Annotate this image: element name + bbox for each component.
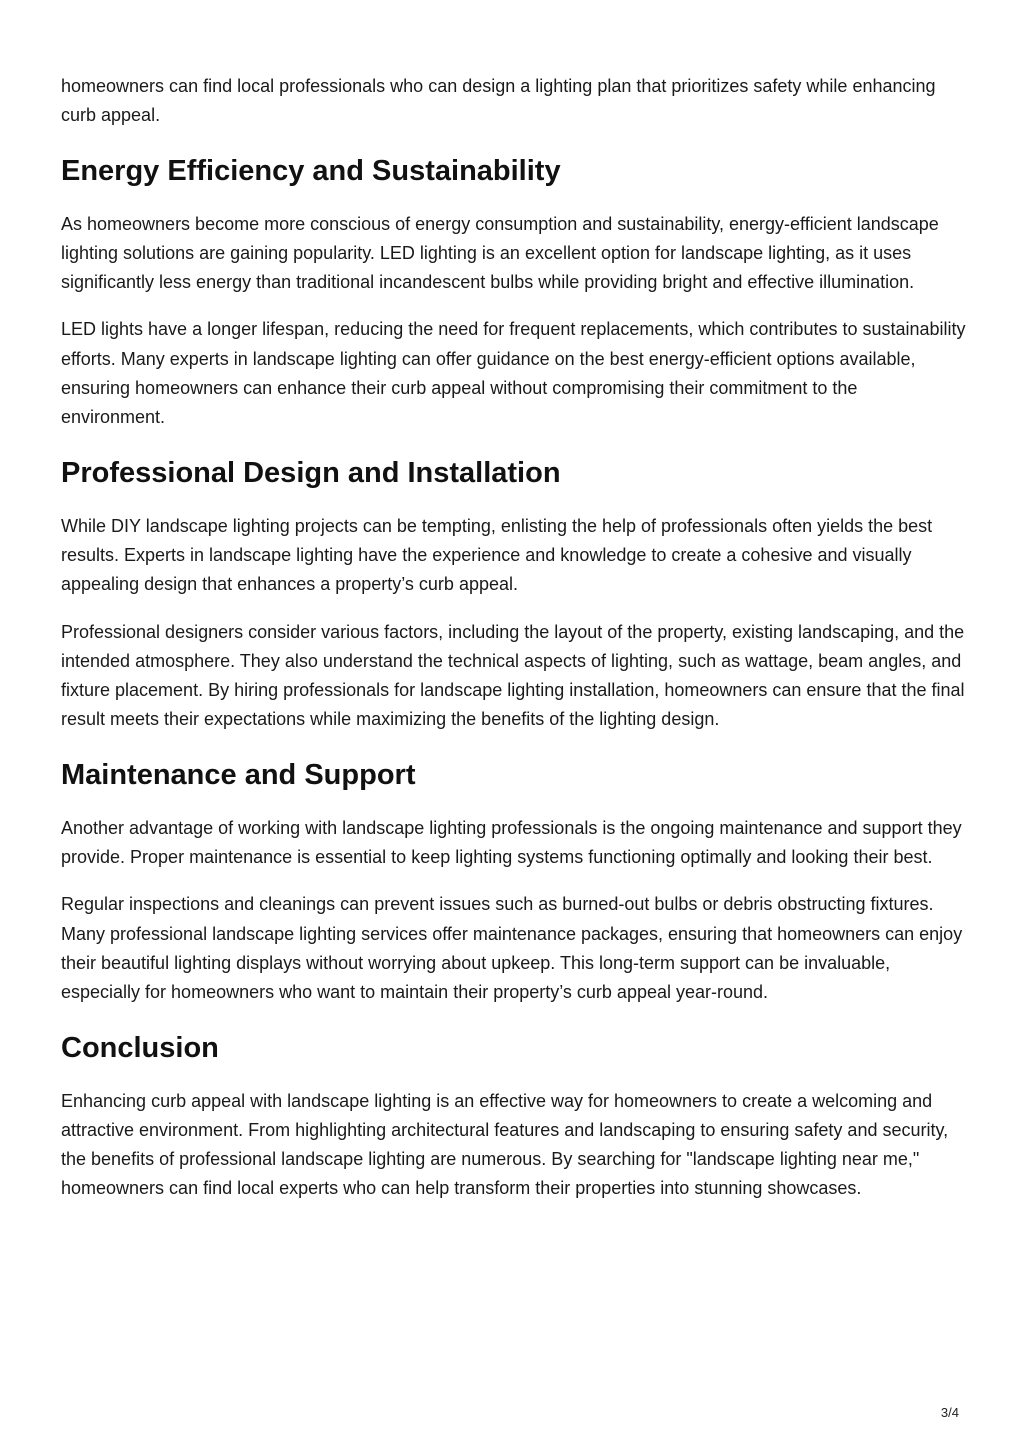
page-number: 3/4 bbox=[940, 1405, 959, 1420]
paragraph-conclusion-1: Enhancing curb appeal with landscape lighting is an effective way for homeowners to create a welcoming and attractive environment. From highlighting architectural features and landscaping to ensuring safety and security, the benefits of professional landscape lighting are numerous. By searching for "landscape lighting near me," homeowners can find local experts who can help transform their properties into stunning showcases. bbox=[61, 1090, 949, 1199]
heading-maintenance-support: Maintenance and Support bbox=[61, 758, 416, 791]
heading-energy-efficiency: Energy Efficiency and Sustainability bbox=[61, 154, 561, 187]
paragraph-maintenance-2: Regular inspections and cleanings can prevent issues such as burned-out bulbs or debris obstructing fixtures. Many professional landscape lighting services offer maintenance packages, ensuring that homeowners can enjoy their beautiful lighting displays without worrying about upkeep. This long-term support can be invaluable, especially for homeowners who want to maintain their property’s curb appeal year-round. bbox=[61, 894, 963, 1003]
paragraph-design-1: While DIY landscape lighting projects can be tempting, enlisting the help of professionals often yields the best results. Experts in landscape lighting have the experience and knowledge to create a cohesive and visually appealing design that enhances a property’s curb appeal. bbox=[61, 515, 933, 595]
paragraph-energy-1: As homeowners become more conscious of energy consumption and sustainability, energy-efficient landscape lighting solutions are gaining popularity. LED lighting is an excellent option for landscape lighting, as it uses significantly less energy than traditional incandescent bulbs while providing bright and effective illumination. bbox=[61, 213, 939, 293]
heading-professional-design: Professional Design and Installation bbox=[61, 456, 561, 489]
paragraph-design-2: Professional designers consider various factors, including the layout of the property, existing landscaping, and the intended atmosphere. They also understand the technical aspects of lighting, such as wattage, beam angles, and fixture placement. By hiring professionals for landscape lighting installation, homeowners can ensure that the final result meets their expectations while maximizing the benefits of the lighting design. bbox=[61, 621, 965, 730]
document-page bbox=[61, 72, 966, 1222]
paragraph-maintenance-1: Another advantage of working with landscape lighting professionals is the ongoing maintenance and support they provide. Proper maintenance is essential to keep lighting systems functioning optimally and looking their best. bbox=[61, 817, 962, 868]
intro-paragraph: homeowners can find local professionals who can design a lighting plan that prioritizes safety while enhancing curb appeal. bbox=[61, 76, 936, 126]
heading-conclusion: Conclusion bbox=[61, 1031, 219, 1064]
paragraph-energy-2: LED lights have a longer lifespan, reducing the need for frequent replacements, which contributes to sustainability efforts. Many experts in landscape lighting can offer guidance on the best energy-efficient options available, ensuring homeowners can enhance their curb appeal without compromising their commitment to the environment. bbox=[61, 319, 966, 428]
